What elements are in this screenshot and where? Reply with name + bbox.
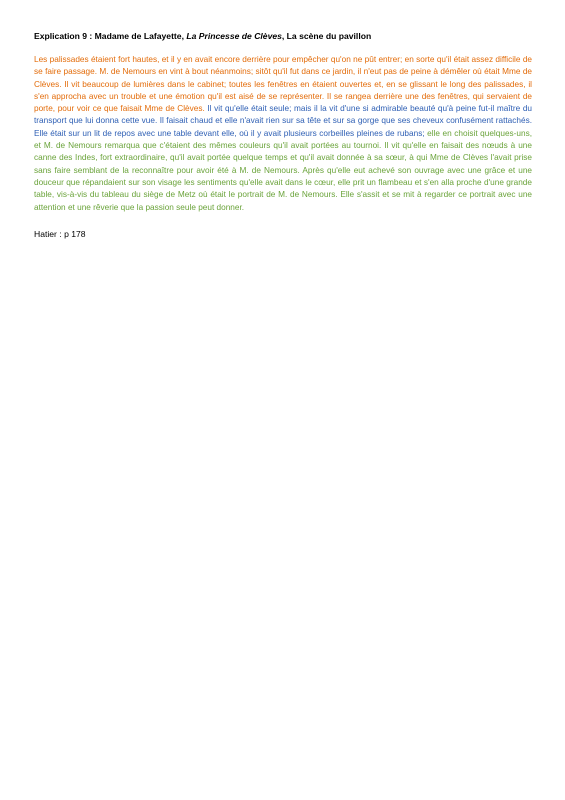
passage-text xyxy=(34,54,532,214)
passage-segment-green: elle en choisit quelques-uns, et M. de Nemours remarqua que c'étaient des mêmes couleurs qu'il avait portées au tournoi. Il vit qu'elle en faisait des nœuds à une canne des Indes, fort extraordinaire, qu'il avait portée quelque temps et qu'il avait donnée à sa sœur, à qui Mme de Clèves l'avait prise sans faire semblant de la reconnaître pour avoir été à M. de Nemours. Après qu'elle eut achevé son ouvrage avec une grâce et une douceur que répandaient sur son visage les sentiments qu'elle avait dans le cœur, elle prit un flambeau et s'en alla proche d'une grande table, vis-à-vis du tableau du siège de Metz où était le portrait de M. de Nemours. Elle s'assit et se mit à regarder ce portrait avec une attention et une rêverie que la passion seule peut donner. xyxy=(34,128,532,212)
title-lead: Explication 9 : Madame de Lafayette, xyxy=(34,31,187,41)
document-title xyxy=(34,30,532,42)
passage-segment-orange: Les palissades étaient fort hautes, et il y en avait encore derrière pour empêcher qu'on ne pût entrer; en sorte qu'il était assez difficile de se faire passage. M. de Nemours en vint à bout néanmoins; sitôt qu'il fut dans ce jardin, il n'eut pas de peine à démêler où était Mme de Clèves. Il vit beaucoup de lumières dans le cabinet; toutes les fenêtres en étaient ouvertes et, en se glissant le long des palissades, il s'en approcha avec un trouble et une émotion qu'il est aisé de se représenter. Il se rangea derrière une des fenêtres, qui servaient de porte, pour voir ce que faisait Mme de Clèves. xyxy=(34,55,532,114)
source-reference: Hatier : p 178 xyxy=(34,228,86,239)
title-scene: , La scène du pavillon xyxy=(281,31,372,41)
passage-segment-blue: Il vit qu'elle était seule; mais il la vit d'une si admirable beauté qu'à peine fut-il maître du transport que lui donna cette vue. Il faisait chaud et elle n'avait rien sur sa tête et sur sa gorge que ses cheveux confusément rattachés. Elle était sur un lit de repos avec une table devant elle, où il y avait plusieurs corbeilles pleines de rubans; xyxy=(34,104,532,138)
title-work-italic: La Princesse de Clèves xyxy=(186,31,282,41)
document-page xyxy=(34,30,532,240)
